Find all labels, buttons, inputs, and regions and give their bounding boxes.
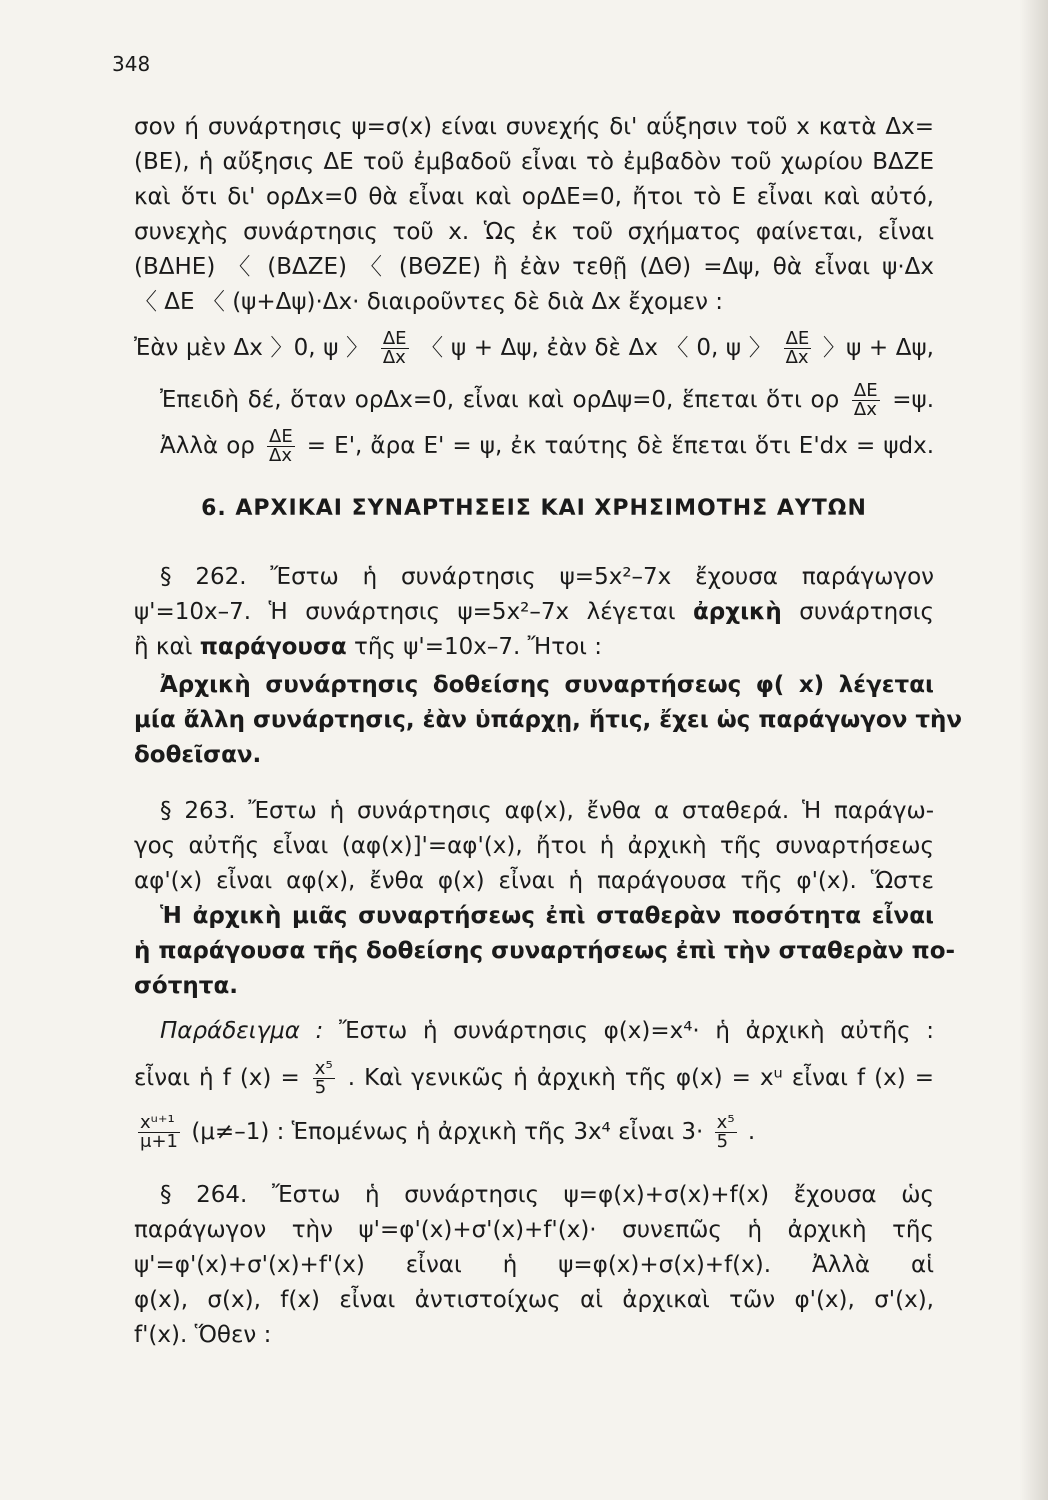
example-label: Παράδειγμα : [160,1018,324,1044]
text-line: (ΒΕ), ἡ αὔξησις ΔΕ τοῦ ἐμβαδοῦ εἶναι τὸ ἐμβαδὸν τοῦ χωρίου ΒΔΖΕ [134,149,934,175]
theorem-line: σότητα. [134,973,238,999]
text-line: (ΒΔΗΕ) 〈 (ΒΔΖΕ) 〈 (ΒΘΖΕ) ἢ ἐὰν τεθῇ (ΔΘ) =Δψ, θὰ εἶναι ψ·Δx [134,254,934,280]
s262-line: ἢ καὶ παράγουσα τῆς ψ'=10x–7. Ἤτοι : [134,634,603,660]
fraction-delta-e-over-delta-x: $\frac{\Delta E}{\Delta x}$ [382,328,407,368]
text-line: συνεχὴς συνάρτησις τοῦ x. Ὡς ἐκ τοῦ σχήματος φαίνεται, εἶναι [134,219,934,245]
eq2-part-b: =ψ. [892,387,935,413]
s263-line: γος αὐτῆς εἶναι (αφ(x)]'=αφ'(x), ἤτοι ἡ ἀρχικὴ τῆς συναρτήσεως [134,833,934,859]
text-line: καὶ ὅτι δι' ορΔx=0 θὰ εἶναι καὶ ορΔΕ=0, ἤτοι τὸ Ε εἶναι καὶ αὐτό, [134,184,934,210]
fraction-delta-e-over-delta-x: $\frac{\Delta E}{\Delta x}$ [785,328,810,368]
example-line: Παράδειγμα : Ἔστω ἡ συνάρτησις φ(x)=x⁴· ἡ ἀρχικὴ αὐτῆς : [160,1018,934,1044]
term-archiki: ἀρχικὴ [692,599,782,625]
s262-line: § 262. Ἔστω ἡ συνάρτησις ψ=5x²–7x ἔχουσα παράγωγον [160,564,934,590]
eq1-part-a: Ἐὰν μὲν Δx 〉0, ψ 〉 [134,335,370,361]
derivative-equation [160,428,934,465]
s264-line: παράγωγον τὴν ψ'=φ'(x)+σ'(x)+f'(x)· συνεπῶς ἡ ἀρχικὴ τῆς [134,1217,934,1243]
term-paragousa: παράγουσα [199,634,347,660]
fraction-general-antiderivative: $\frac{\text{xᵘ⁺¹}}{\mu+1}$ [140,1112,178,1152]
fraction-delta-e-over-delta-x: $\frac{\Delta E}{\Delta x}$ [853,380,878,420]
page-edge-shadow [1020,0,1048,1500]
s263-line: αφ'(x) εἶναι αφ(x), ἔνθα φ(x) εἶναι ἡ παράγουσα τῆς φ'(x). Ὥστε [134,868,934,894]
s262-line: ψ'=10x–7. Ἡ συνάρτησις ψ=5x²–7x λέγεται ἀρχικὴ συνάρτησις [134,599,935,625]
text-line: 〈 ΔΕ 〈 (ψ+Δψ)·Δx· διαιροῦντες δὲ διὰ Δx ἔχομεν : [134,289,724,315]
s263-line: § 263. Ἔστω ἡ συνάρτησις αφ(x), ἔνθα α σταθερά. Ἡ παράγω- [160,798,934,824]
page-number: 348 [112,52,151,76]
s264-line: φ(x), σ(x), f(x) εἶναι ἀντιστοίχως αἱ ἀρχικαὶ τῶν φ'(x), σ'(x), [134,1287,934,1313]
fraction-x5-over-5: $\frac{\text{x⁵}}{5}$ [314,1058,333,1098]
text-line: σον ή συνάρτησις ψ=σ(x) είναι συνεχής δι' αΰξησιν τοῦ x κατὰ Δx= [134,114,934,140]
section-heading: 6. ΑΡΧΙΚΑΙ ΣΥΝΑΡΤΗΣΕΙΣ ΚΑΙ ΧΡΗΣΙΜΟΤΗΣ ΑΥΤΩΝ [201,496,867,521]
example-line: εἶναι ἡ f (x) = $\frac{\text{x⁵}}{5}$ . Καὶ γενικῶς ἡ ἀρχικὴ τῆς φ(x) = xᵘ εἶναι f (x) = [134,1058,935,1098]
definition-line: μία ἄλλη συνάρτησις, ἐὰν ὑπάρχῃ, ἥτις, ἔχει ὡς παράγωγον τὴν [134,707,963,733]
s264-line: f'(x). Ὅθεν : [134,1322,272,1348]
fraction-delta-e-over-delta-x: $\frac{\Delta E}{\Delta x}$ [269,426,293,466]
example-line: $\frac{\text{xᵘ⁺¹}}{\mu+1}$ (μ≠–1) : Ἑπομένως ἡ ἀρχικὴ τῆς 3x⁴ εἶναι 3· $\frac{\text{x⁵}}{5}$ . [140,1112,756,1152]
theorem-line: ἡ παράγουσα τῆς δοθείσης συναρτήσεως ἐπὶ τὴν σταθερὰν πο- [134,938,956,964]
fraction-x5-over-5: $\frac{\text{x⁵}}{5}$ [716,1112,735,1152]
s264-line: ψ'=φ'(x)+σ'(x)+f'(x) εἶναι ἡ ψ=φ(x)+σ(x)+f(x). Ἀλλὰ αἱ [134,1252,934,1278]
eq1-part-c: 〉ψ + Δψ, [822,335,934,361]
theorem-line: Ἡ ἀρχικὴ μιᾶς συναρτήσεως ἐπὶ σταθερὰν ποσότητα εἶναι [160,903,934,929]
definition-line: δοθεῖσαν. [134,742,262,768]
eq1-part-b: 〈 ψ + Δψ, ἐὰν δὲ Δx 〈 0, ψ 〉 [420,335,772,361]
limit-equation [160,382,934,419]
eq2-part-a: Ἐπειδὴ δέ, ὅταν ορΔx=0, εἶναι καὶ ορΔψ=0, ἕπεται ὅτι ορ [160,387,840,413]
inequality-equation [134,330,934,367]
s264-line: § 264. Ἔστω ἡ συνάρτησις ψ=φ(x)+σ(x)+f(x) ἔχουσα ὡς [160,1182,934,1208]
eq3-part-b: = Ε', ἄρα Ε' = ψ, ἐκ ταύτης δὲ ἕπεται ὅτι Ε'dx = ψdx. [306,433,935,459]
definition-line: Ἀρχικὴ συνάρτησις δοθείσης συναρτήσεως φ( x) λέγεται [160,672,934,698]
eq3-part-a: Ἀλλὰ ορ [160,433,255,459]
